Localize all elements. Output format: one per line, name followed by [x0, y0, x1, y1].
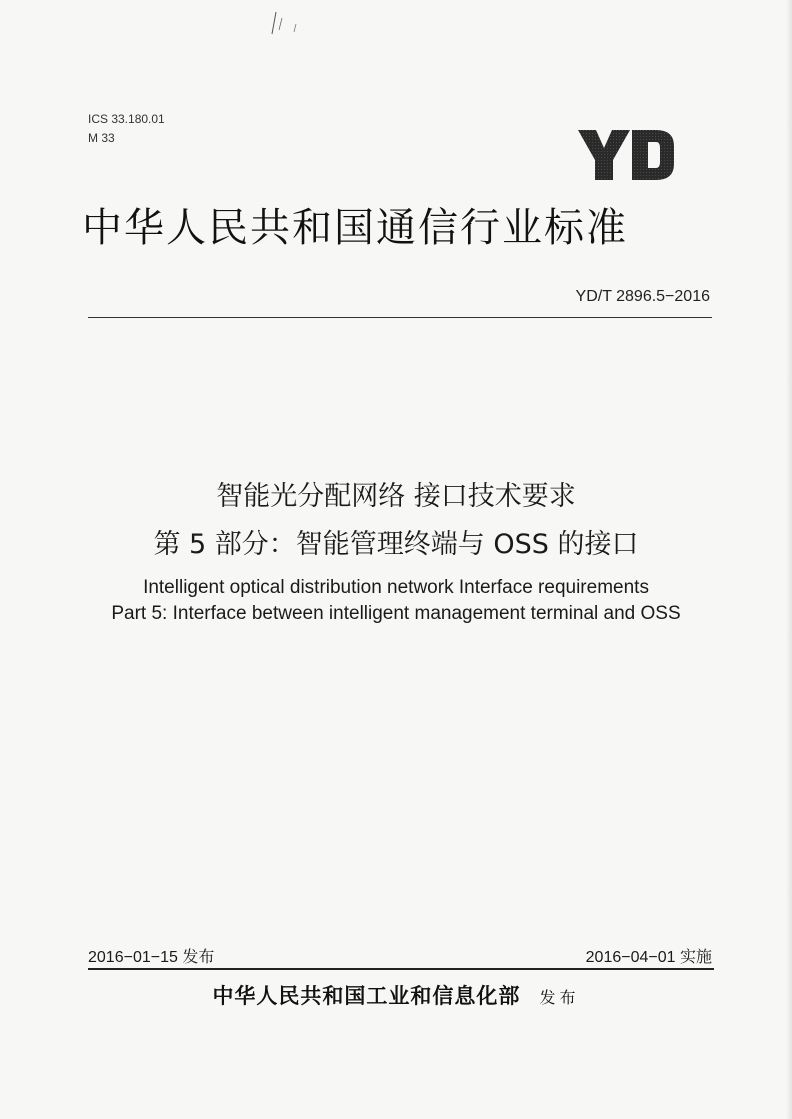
issuer-block [0, 980, 792, 1010]
classification-code: M 33 [88, 131, 115, 145]
english-title-line-2: Part 5: Interface between intelligent management terminal and OSS [111, 603, 681, 624]
chinese-title-line-1: 智能光分配网络 接口技术要求 [216, 481, 576, 512]
english-title-line-1: Intelligent optical distribution network Interface requirements [143, 577, 649, 598]
effective-date: 2016−04−01 [585, 949, 676, 966]
effective-label: 实施 [679, 947, 712, 966]
issue-date: 2016−01−15 [88, 949, 178, 966]
effective-date-block [586, 944, 712, 967]
issue-label: 发布 [182, 947, 215, 966]
yd-logo-icon [576, 126, 676, 184]
issue-date-block [88, 944, 214, 967]
handwritten-mark-icon [266, 8, 306, 38]
issuing-organization: 中华人民共和国工业和信息化部 [212, 983, 521, 1008]
issuer-action: 发布 [539, 988, 580, 1007]
header-divider [88, 317, 712, 318]
classification-block [88, 110, 165, 148]
footer-divider [88, 968, 714, 970]
ics-code: ICS 33.180.01 [88, 112, 165, 126]
standard-number: YD/T 2896.5−2016 [575, 288, 710, 305]
standard-category-title: 中华人民共和国通信行业标准 [82, 205, 628, 251]
chinese-title-line-2: 第 5 部分：智能管理终端与 OSS 的接口 [153, 529, 639, 560]
